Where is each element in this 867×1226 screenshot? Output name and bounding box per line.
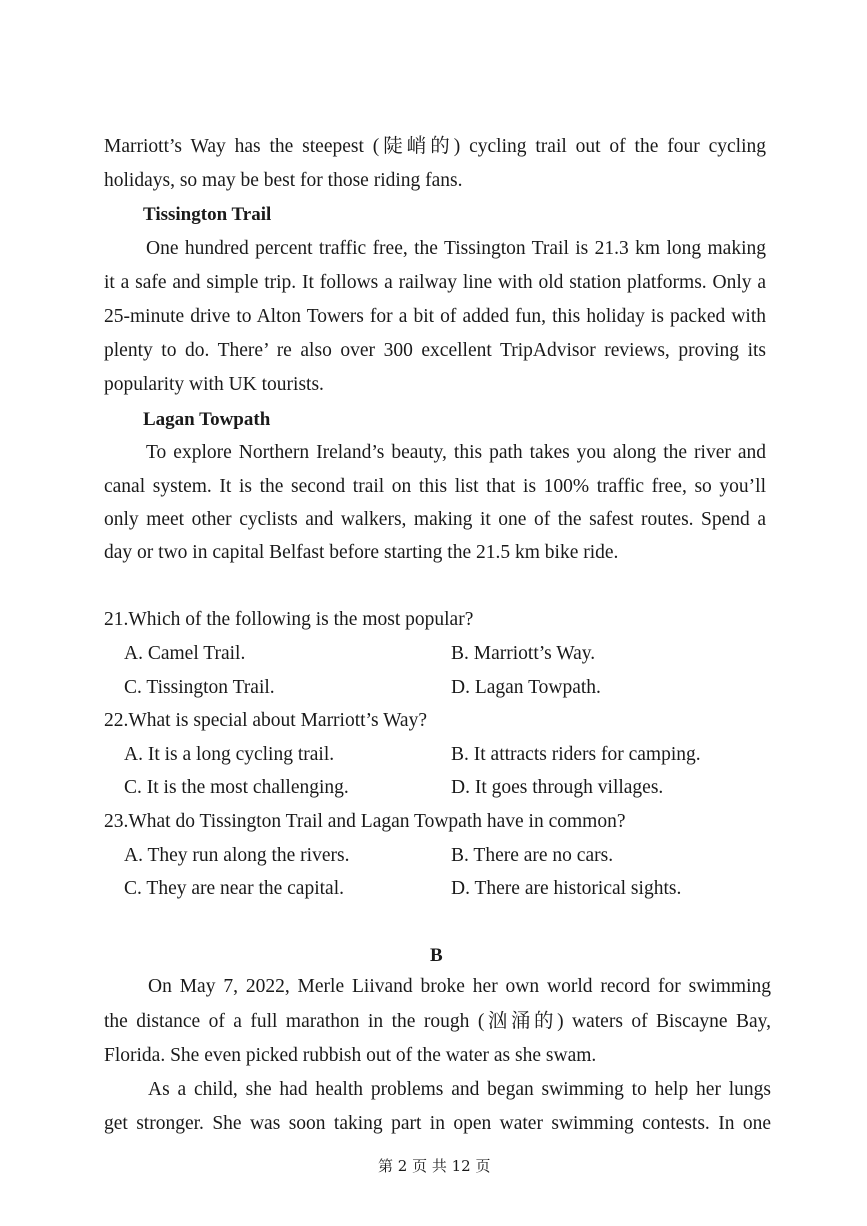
passage-line: only meet other cyclists and walkers, making it one of the safest routes. Spend a [104, 509, 766, 530]
question-stem: 22.What is special about Marriott’s Way? [104, 710, 427, 731]
answer-option: A. It is a long cycling trail. [124, 744, 335, 765]
section-label: B [430, 945, 443, 966]
question-stem: 23.What do Tissington Trail and Lagan Towpath have in common? [104, 811, 626, 832]
question-stem: 21.Which of the following is the most popular? [104, 609, 474, 630]
passage-line: canal system. It is the second trail on this list that is 100% traffic free, so you’ll [104, 476, 766, 497]
answer-option: B. Marriott’s Way. [451, 643, 596, 664]
answer-option: A. Camel Trail. [124, 643, 246, 664]
answer-option: B. There are no cars. [451, 845, 614, 866]
answer-option: D. Lagan Towpath. [451, 677, 601, 698]
answer-option: D. It goes through villages. [451, 777, 664, 798]
answer-option: C. They are near the capital. [124, 878, 344, 899]
passage-line: plenty to do. There’ re also over 300 excellent TripAdvisor reviews, proving its [104, 340, 766, 361]
passage-line: Florida. She even picked rubbish out of the water as she swam. [104, 1045, 597, 1066]
passage-line: popularity with UK tourists. [104, 374, 324, 395]
passage-line: 25-minute drive to Alton Towers for a bit of added fun, this holiday is packed with [104, 306, 766, 327]
passage-line: One hundred percent traffic free, the Tissington Trail is 21.3 km long making [146, 238, 766, 259]
passage-line: the distance of a full marathon in the rough (汹涌的) waters of Biscayne Bay, [104, 1011, 771, 1032]
trail-heading-lagan: Lagan Towpath [143, 409, 271, 430]
passage-line: it a safe and simple trip. It follows a railway line with old station platforms. Only a [104, 272, 766, 293]
passage-line: As a child, she had health problems and began swimming to help her lungs [148, 1079, 771, 1100]
answer-option: C. It is the most challenging. [124, 777, 349, 798]
trail-heading-tissington: Tissington Trail [143, 204, 272, 225]
answer-option: C. Tissington Trail. [124, 677, 275, 698]
passage-line: holidays, so may be best for those riding fans. [104, 170, 463, 191]
passage-line: Marriott’s Way has the steepest (陡峭的) cycling trail out of the four cycling [104, 136, 766, 157]
answer-option: D. There are historical sights. [451, 878, 682, 899]
answer-option: A. They run along the rivers. [124, 845, 350, 866]
passage-line: get stronger. She was soon taking part in open water swimming contests. In one [104, 1113, 771, 1134]
passage-line: day or two in capital Belfast before starting the 21.5 km bike ride. [104, 542, 619, 563]
passage-line: On May 7, 2022, Merle Liivand broke her own world record for swimming [148, 976, 771, 997]
passage-line: To explore Northern Ireland’s beauty, this path takes you along the river and [146, 442, 766, 463]
answer-option: B. It attracts riders for camping. [451, 744, 701, 765]
page-number-footer: 第 2 页 共 12 页 [378, 1157, 491, 1175]
